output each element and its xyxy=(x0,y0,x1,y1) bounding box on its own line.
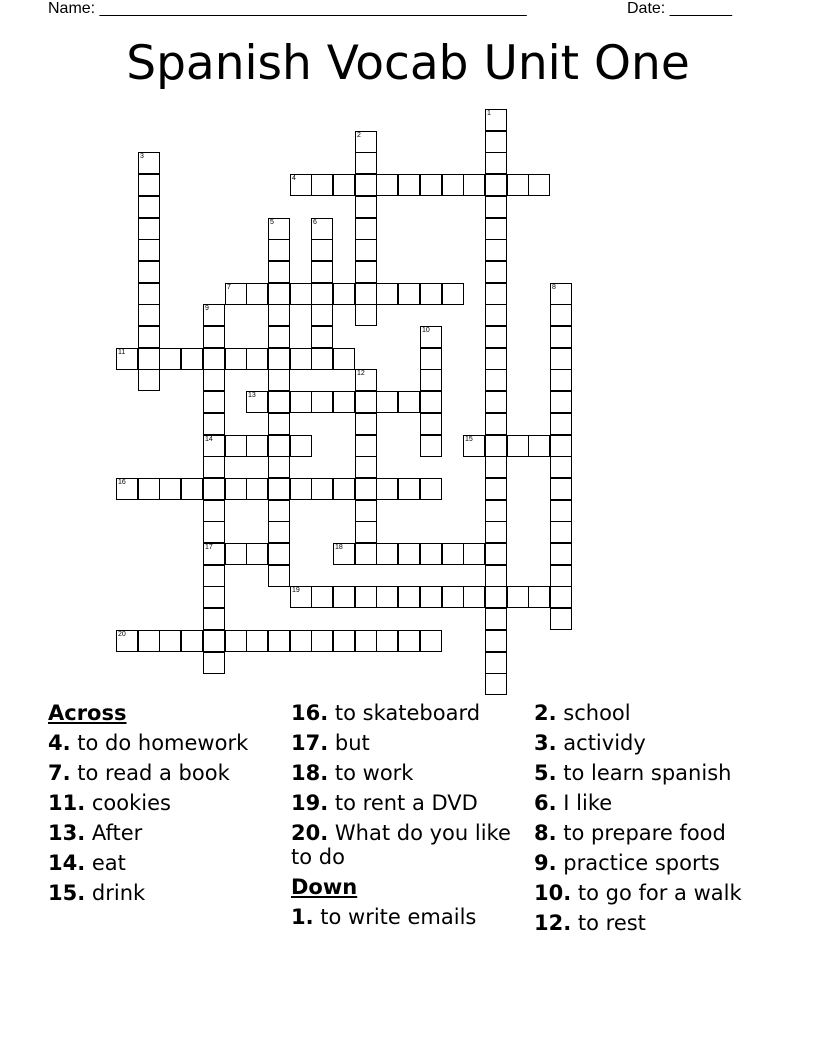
grid-cell[interactable] xyxy=(268,283,290,305)
grid-cell[interactable] xyxy=(138,369,160,391)
grid-cell[interactable] xyxy=(485,304,507,326)
grid-cell[interactable] xyxy=(355,369,377,391)
clue-down-9 xyxy=(534,851,774,875)
grid-cell[interactable] xyxy=(203,413,225,435)
grid-cell[interactable] xyxy=(355,478,377,500)
grid-cell[interactable] xyxy=(442,174,464,196)
grid-cell[interactable] xyxy=(355,586,377,608)
clue-number: 5. xyxy=(534,761,557,785)
grid-cell[interactable] xyxy=(550,500,572,522)
grid-cell[interactable] xyxy=(550,435,572,457)
grid-cell[interactable] xyxy=(420,543,442,565)
grid-cell[interactable] xyxy=(550,456,572,478)
grid-cell[interactable] xyxy=(442,543,464,565)
grid-cell[interactable] xyxy=(225,435,247,457)
grid-cell[interactable] xyxy=(138,239,160,261)
grid-cell[interactable] xyxy=(268,456,290,478)
grid-cell[interactable] xyxy=(159,478,181,500)
grid-cell[interactable] xyxy=(333,174,355,196)
grid-cell[interactable] xyxy=(203,304,225,326)
grid-cell[interactable] xyxy=(376,283,398,305)
grid-cell[interactable] xyxy=(246,435,268,457)
grid-cell[interactable] xyxy=(203,652,225,674)
grid-cell[interactable] xyxy=(550,478,572,500)
grid-cell[interactable] xyxy=(485,586,507,608)
grid-cell[interactable] xyxy=(355,543,377,565)
grid-cell[interactable] xyxy=(550,326,572,348)
grid-cell[interactable] xyxy=(485,369,507,391)
grid-cell[interactable] xyxy=(138,261,160,283)
clue-number: 13. xyxy=(48,821,86,845)
grid-cell[interactable] xyxy=(376,478,398,500)
clue-text: but xyxy=(334,731,370,755)
grid-cell[interactable] xyxy=(355,239,377,261)
grid-cell[interactable] xyxy=(333,586,355,608)
grid-cell[interactable] xyxy=(485,196,507,218)
grid-cell[interactable] xyxy=(268,304,290,326)
grid-cell[interactable] xyxy=(485,652,507,674)
cell-number: 11 xyxy=(118,349,126,356)
grid-cell[interactable] xyxy=(550,565,572,587)
down-heading: Down xyxy=(291,875,358,899)
grid-cell[interactable] xyxy=(355,630,377,652)
grid-cell[interactable] xyxy=(116,348,138,370)
cell-number: 16 xyxy=(118,479,126,486)
grid-cell[interactable] xyxy=(398,283,420,305)
grid-cell[interactable] xyxy=(420,283,442,305)
clue-text: to work xyxy=(334,761,414,785)
grid-cell[interactable] xyxy=(420,435,442,457)
grid-cell[interactable] xyxy=(225,283,247,305)
clue-across-16 xyxy=(291,701,531,725)
cell-number: 6 xyxy=(313,219,317,226)
grid-cell[interactable] xyxy=(550,304,572,326)
grid-cell[interactable] xyxy=(376,630,398,652)
grid-cell[interactable] xyxy=(398,174,420,196)
clue-number: 3. xyxy=(534,731,557,755)
grid-cell[interactable] xyxy=(485,608,507,630)
grid-cell[interactable] xyxy=(203,608,225,630)
clue-text: to learn spanish xyxy=(563,761,732,785)
grid-cell[interactable] xyxy=(355,196,377,218)
cell-number: 9 xyxy=(205,305,209,312)
grid-cell[interactable] xyxy=(420,478,442,500)
grid-cell[interactable] xyxy=(181,348,203,370)
grid-cell[interactable] xyxy=(246,391,268,413)
grid-cell[interactable] xyxy=(138,630,160,652)
grid-cell[interactable] xyxy=(398,543,420,565)
clue-across-17 xyxy=(291,731,531,755)
grid-cell[interactable] xyxy=(311,174,333,196)
cell-number: 1 xyxy=(487,110,491,117)
clue-text: What do you like to do xyxy=(291,821,511,869)
grid-cell[interactable] xyxy=(485,174,507,196)
grid-cell[interactable] xyxy=(398,586,420,608)
clue-across-19 xyxy=(291,791,531,815)
date-field-label: Date: _______ xyxy=(627,0,732,17)
grid-cell[interactable] xyxy=(203,435,225,457)
grid-cell[interactable] xyxy=(376,391,398,413)
grid-cell[interactable] xyxy=(485,109,507,131)
grid-cell[interactable] xyxy=(181,630,203,652)
clue-down-3 xyxy=(534,731,774,755)
grid-cell[interactable] xyxy=(528,174,550,196)
grid-cell[interactable] xyxy=(485,218,507,240)
grid-cell[interactable] xyxy=(420,413,442,435)
grid-cell[interactable] xyxy=(485,500,507,522)
grid-cell[interactable] xyxy=(290,435,312,457)
grid-cell[interactable] xyxy=(290,174,312,196)
grid-cell[interactable] xyxy=(116,478,138,500)
grid-cell[interactable] xyxy=(203,543,225,565)
clue-number: 4. xyxy=(48,731,71,755)
grid-cell[interactable] xyxy=(290,391,312,413)
clue-text: eat xyxy=(91,851,126,875)
grid-cell[interactable] xyxy=(290,283,312,305)
clue-text: to prepare food xyxy=(563,821,726,845)
grid-cell[interactable] xyxy=(355,435,377,457)
clue-across-7 xyxy=(48,761,288,785)
grid-cell[interactable] xyxy=(268,218,290,240)
grid-cell[interactable] xyxy=(138,348,160,370)
grid-cell[interactable] xyxy=(311,348,333,370)
cell-number: 19 xyxy=(292,587,300,594)
grid-cell[interactable] xyxy=(311,261,333,283)
grid-cell[interactable] xyxy=(485,391,507,413)
grid-cell[interactable] xyxy=(550,283,572,305)
clue-down-1 xyxy=(291,905,531,929)
clue-number: 8. xyxy=(534,821,557,845)
grid-cell[interactable] xyxy=(355,456,377,478)
grid-cell[interactable] xyxy=(355,283,377,305)
grid-cell[interactable] xyxy=(485,521,507,543)
clue-number: 2. xyxy=(534,701,557,725)
grid-cell[interactable] xyxy=(203,391,225,413)
grid-cell[interactable] xyxy=(485,673,507,695)
grid-cell[interactable] xyxy=(290,630,312,652)
grid-cell[interactable] xyxy=(355,131,377,153)
grid-cell[interactable] xyxy=(268,478,290,500)
grid-cell[interactable] xyxy=(355,218,377,240)
clue-text: to rest xyxy=(577,911,646,935)
grid-cell[interactable] xyxy=(442,586,464,608)
clue-number: 7. xyxy=(48,761,71,785)
clue-text: to go for a walk xyxy=(577,881,742,905)
grid-cell[interactable] xyxy=(355,500,377,522)
grid-cell[interactable] xyxy=(485,261,507,283)
grid-cell[interactable] xyxy=(311,239,333,261)
grid-cell[interactable] xyxy=(355,391,377,413)
grid-cell[interactable] xyxy=(203,369,225,391)
grid-cell[interactable] xyxy=(550,608,572,630)
grid-cell[interactable] xyxy=(203,500,225,522)
across-heading: Across xyxy=(48,701,127,725)
grid-cell[interactable] xyxy=(203,348,225,370)
grid-cell[interactable] xyxy=(420,174,442,196)
grid-cell[interactable] xyxy=(203,478,225,500)
grid-cell[interactable] xyxy=(463,586,485,608)
cell-number: 8 xyxy=(552,284,556,291)
cell-number: 15 xyxy=(465,436,473,443)
grid-cell[interactable] xyxy=(225,478,247,500)
cell-number: 17 xyxy=(205,544,213,551)
clue-down-5 xyxy=(534,761,774,785)
clue-text: After xyxy=(91,821,143,845)
grid-cell[interactable] xyxy=(485,565,507,587)
clue-across-14 xyxy=(48,851,288,875)
grid-cell[interactable] xyxy=(420,586,442,608)
grid-cell[interactable] xyxy=(268,326,290,348)
clue-number: 9. xyxy=(534,851,557,875)
grid-cell[interactable] xyxy=(463,435,485,457)
grid-cell[interactable] xyxy=(203,521,225,543)
clue-down-10 xyxy=(534,881,774,905)
grid-cell[interactable] xyxy=(268,521,290,543)
name-field-label: Name: ________________________________________________ xyxy=(48,0,527,17)
grid-cell[interactable] xyxy=(485,152,507,174)
grid-cell[interactable] xyxy=(485,413,507,435)
grid-cell[interactable] xyxy=(311,304,333,326)
cell-number: 10 xyxy=(422,327,430,334)
clue-text: cookies xyxy=(91,791,171,815)
grid-cell[interactable] xyxy=(138,478,160,500)
grid-cell[interactable] xyxy=(420,630,442,652)
grid-cell[interactable] xyxy=(485,283,507,305)
grid-cell[interactable] xyxy=(268,413,290,435)
grid-cell[interactable] xyxy=(333,630,355,652)
clue-across-13 xyxy=(48,821,288,845)
grid-cell[interactable] xyxy=(138,326,160,348)
grid-cell[interactable] xyxy=(311,630,333,652)
grid-cell[interactable] xyxy=(550,586,572,608)
grid-cell[interactable] xyxy=(463,174,485,196)
grid-cell[interactable] xyxy=(159,630,181,652)
grid-cell[interactable] xyxy=(268,500,290,522)
grid-cell[interactable] xyxy=(203,630,225,652)
grid-cell[interactable] xyxy=(268,369,290,391)
grid-cell[interactable] xyxy=(333,348,355,370)
grid-cell[interactable] xyxy=(138,152,160,174)
clue-number: 10. xyxy=(534,881,572,905)
clue-down-2 xyxy=(534,701,774,725)
grid-cell[interactable] xyxy=(507,174,529,196)
clue-number: 15. xyxy=(48,881,86,905)
clue-text: to rent a DVD xyxy=(334,791,478,815)
clue-number: 20. xyxy=(291,821,329,845)
grid-cell[interactable] xyxy=(246,478,268,500)
grid-cell[interactable] xyxy=(138,196,160,218)
grid-cell[interactable] xyxy=(268,565,290,587)
grid-cell[interactable] xyxy=(268,435,290,457)
grid-cell[interactable] xyxy=(268,261,290,283)
grid-cell[interactable] xyxy=(442,283,464,305)
cell-number: 4 xyxy=(292,175,296,182)
grid-cell[interactable] xyxy=(268,543,290,565)
clue-down-12 xyxy=(534,911,774,935)
grid-cell[interactable] xyxy=(485,326,507,348)
clue-column-3 xyxy=(534,701,774,941)
grid-cell[interactable] xyxy=(203,326,225,348)
grid-cell[interactable] xyxy=(311,391,333,413)
grid-cell[interactable] xyxy=(138,304,160,326)
grid-cell[interactable] xyxy=(246,283,268,305)
grid-cell[interactable] xyxy=(246,630,268,652)
grid-cell[interactable] xyxy=(311,478,333,500)
clue-column-1 xyxy=(48,701,288,911)
grid-cell[interactable] xyxy=(355,521,377,543)
grid-cell[interactable] xyxy=(420,369,442,391)
grid-cell[interactable] xyxy=(398,630,420,652)
grid-cell[interactable] xyxy=(550,369,572,391)
grid-cell[interactable] xyxy=(225,543,247,565)
cell-number: 13 xyxy=(248,392,256,399)
grid-cell[interactable] xyxy=(225,630,247,652)
grid-cell[interactable] xyxy=(485,348,507,370)
clue-number: 18. xyxy=(291,761,329,785)
grid-cell[interactable] xyxy=(420,348,442,370)
grid-cell[interactable] xyxy=(311,283,333,305)
grid-cell[interactable] xyxy=(311,586,333,608)
clue-text: actividy xyxy=(563,731,646,755)
grid-cell[interactable] xyxy=(333,543,355,565)
grid-cell[interactable] xyxy=(485,239,507,261)
clue-across-18 xyxy=(291,761,531,785)
grid-cell[interactable] xyxy=(138,174,160,196)
grid-cell[interactable] xyxy=(333,391,355,413)
grid-cell[interactable] xyxy=(138,283,160,305)
clue-down-8 xyxy=(534,821,774,845)
grid-cell[interactable] xyxy=(485,630,507,652)
grid-cell[interactable] xyxy=(203,586,225,608)
grid-cell[interactable] xyxy=(376,174,398,196)
grid-cell[interactable] xyxy=(181,478,203,500)
grid-cell[interactable] xyxy=(311,326,333,348)
grid-cell[interactable] xyxy=(355,261,377,283)
cell-number: 5 xyxy=(270,219,274,226)
cell-number: 2 xyxy=(357,132,361,139)
grid-cell[interactable] xyxy=(311,218,333,240)
grid-cell[interactable] xyxy=(550,521,572,543)
grid-cell[interactable] xyxy=(485,435,507,457)
clue-across-11 xyxy=(48,791,288,815)
grid-cell[interactable] xyxy=(355,304,377,326)
clue-number: 14. xyxy=(48,851,86,875)
grid-cell[interactable] xyxy=(528,435,550,457)
grid-cell[interactable] xyxy=(463,543,485,565)
cell-number: 12 xyxy=(357,370,365,377)
clue-column-2 xyxy=(291,701,531,935)
grid-cell[interactable] xyxy=(290,478,312,500)
cell-number: 18 xyxy=(335,544,343,551)
clue-number: 6. xyxy=(534,791,557,815)
clue-number: 16. xyxy=(291,701,329,725)
grid-cell[interactable] xyxy=(203,456,225,478)
grid-cell[interactable] xyxy=(290,348,312,370)
clue-number: 1. xyxy=(291,905,314,929)
cell-number: 3 xyxy=(140,153,144,160)
clue-across-15 xyxy=(48,881,288,905)
grid-cell[interactable] xyxy=(420,391,442,413)
cell-number: 20 xyxy=(118,631,126,638)
cell-number: 14 xyxy=(205,436,213,443)
grid-cell[interactable] xyxy=(550,348,572,370)
grid-cell[interactable] xyxy=(355,413,377,435)
clue-text: I like xyxy=(563,791,613,815)
grid-cell[interactable] xyxy=(550,391,572,413)
grid-cell[interactable] xyxy=(203,565,225,587)
grid-cell[interactable] xyxy=(333,283,355,305)
grid-cell[interactable] xyxy=(290,586,312,608)
grid-cell[interactable] xyxy=(333,478,355,500)
grid-cell[interactable] xyxy=(550,543,572,565)
grid-cell[interactable] xyxy=(138,218,160,240)
grid-cell[interactable] xyxy=(485,131,507,153)
clue-text: to skateboard xyxy=(334,701,481,725)
grid-cell[interactable] xyxy=(507,586,529,608)
grid-cell[interactable] xyxy=(268,348,290,370)
grid-cell[interactable] xyxy=(355,174,377,196)
clue-text: practice sports xyxy=(563,851,720,875)
clue-number: 19. xyxy=(291,791,329,815)
clue-number: 17. xyxy=(291,731,329,755)
grid-cell[interactable] xyxy=(398,391,420,413)
grid-cell[interactable] xyxy=(507,435,529,457)
clue-text: to write emails xyxy=(320,905,477,929)
grid-cell[interactable] xyxy=(268,630,290,652)
clue-number: 11. xyxy=(48,791,86,815)
grid-cell[interactable] xyxy=(268,239,290,261)
grid-cell[interactable] xyxy=(376,586,398,608)
clue-text: to read a book xyxy=(77,761,230,785)
grid-cell[interactable] xyxy=(246,348,268,370)
clue-text: drink xyxy=(91,881,146,905)
grid-cell[interactable] xyxy=(116,630,138,652)
page-title: Spanish Vocab Unit One xyxy=(126,36,690,91)
grid-cell[interactable] xyxy=(355,152,377,174)
clue-across-20 xyxy=(291,821,531,869)
grid-cell[interactable] xyxy=(485,543,507,565)
grid-cell[interactable] xyxy=(485,456,507,478)
grid-cell[interactable] xyxy=(159,348,181,370)
grid-cell[interactable] xyxy=(376,543,398,565)
grid-cell[interactable] xyxy=(246,543,268,565)
grid-cell[interactable] xyxy=(420,326,442,348)
grid-cell[interactable] xyxy=(398,478,420,500)
clue-across-4 xyxy=(48,731,288,755)
clue-text: to do homework xyxy=(77,731,249,755)
grid-cell[interactable] xyxy=(225,348,247,370)
grid-cell[interactable] xyxy=(528,586,550,608)
clue-number: 12. xyxy=(534,911,572,935)
cell-number: 7 xyxy=(227,284,231,291)
grid-cell[interactable] xyxy=(268,391,290,413)
grid-cell[interactable] xyxy=(550,413,572,435)
clue-text: school xyxy=(563,701,631,725)
clue-down-6 xyxy=(534,791,774,815)
grid-cell[interactable] xyxy=(485,478,507,500)
